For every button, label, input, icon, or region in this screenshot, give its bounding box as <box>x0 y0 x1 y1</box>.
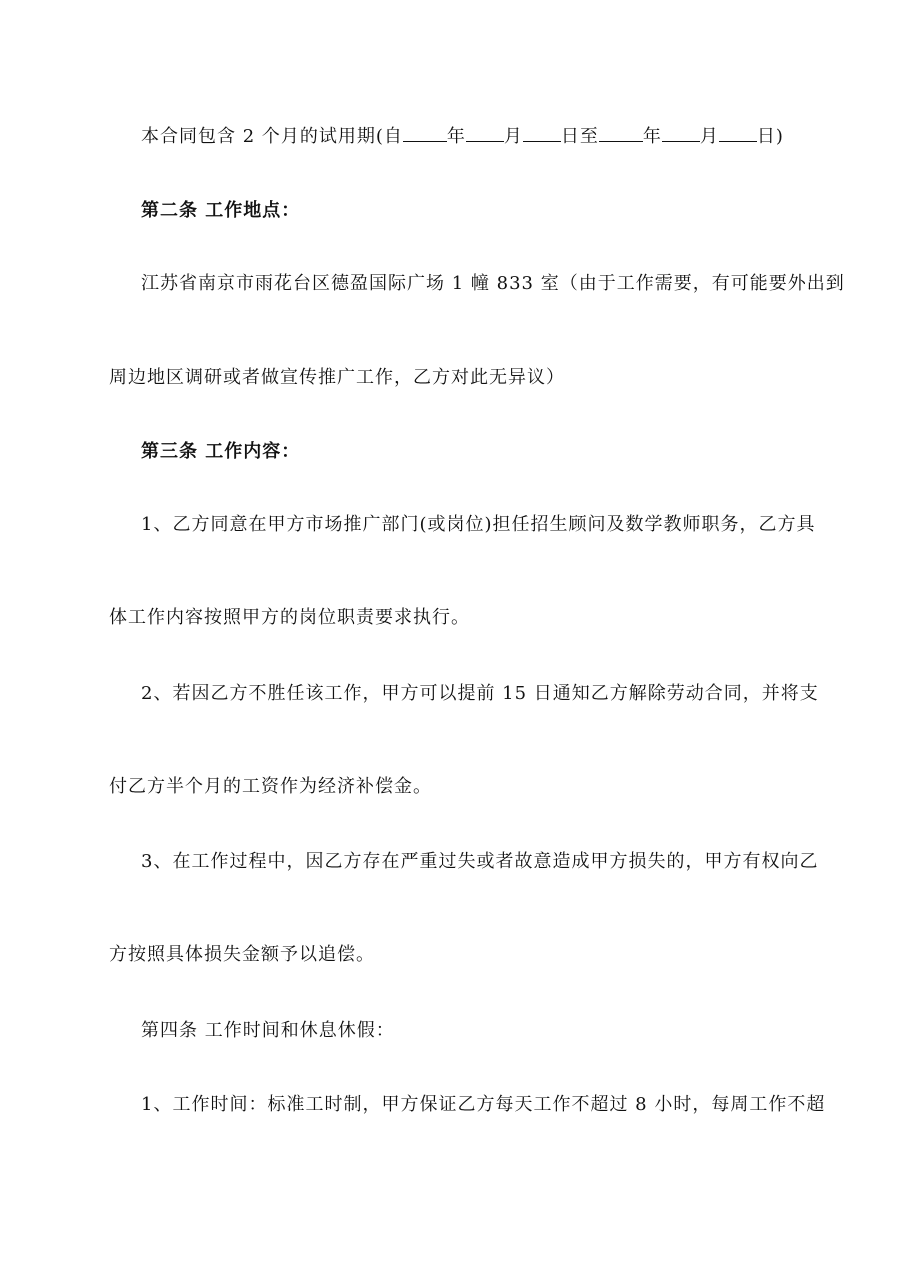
article-2-line-1: 江苏省南京市雨花台区德盈国际广场 1 幢 833 室（由于工作需要，有可能要外出到 <box>141 273 845 294</box>
blank-end-month <box>662 123 700 142</box>
label-month-1: 月 <box>503 126 523 147</box>
blank-start-year <box>403 123 447 142</box>
article-3-heading: 第三条 工作内容： <box>141 441 301 462</box>
article-3-item-2-line-2: 付乙方半个月的工资作为经济补偿金。 <box>109 776 432 797</box>
label-day-end: 日) <box>756 126 784 147</box>
article-4-item-1-line-1: 1、工作时间：标准工时制，甲方保证乙方每天工作不超过 8 小时，每周工作不超 <box>141 1094 826 1115</box>
label-year-2: 年 <box>642 126 662 147</box>
blank-end-year <box>599 123 643 142</box>
article-3-item-1-line-2: 体工作内容按照甲方的岗位职责要求执行。 <box>109 607 470 628</box>
blank-end-day <box>719 123 757 142</box>
article-2-line-2: 周边地区调研或者做宣传推广工作，乙方对此无异议） <box>109 367 565 388</box>
label-year-1: 年 <box>446 126 466 147</box>
article-3-item-3-line-1: 3、在工作过程中，因乙方存在严重过失或者故意造成甲方损失的，甲方有权向乙 <box>141 851 819 872</box>
blank-start-day <box>523 123 561 142</box>
article-3-item-3-line-2: 方按照具体损失金额予以追偿。 <box>109 944 375 965</box>
trial-period-line <box>141 123 784 149</box>
label-day-to: 日至 <box>560 126 599 147</box>
article-3-item-1-line-1: 1、乙方同意在甲方市场推广部门(或岗位)担任招生顾问及数学教师职务，乙方具 <box>141 514 816 535</box>
blank-start-month <box>466 123 504 142</box>
article-2-heading: 第二条 工作地点： <box>141 200 301 221</box>
label-month-2: 月 <box>699 126 719 147</box>
article-4-heading: 第四条 工作时间和休息休假： <box>141 1020 395 1041</box>
article-3-item-2-line-1: 2、若因乙方不胜任该工作，甲方可以提前 15 日通知乙方解除劳动合同，并将支 <box>141 683 819 704</box>
trial-period-prefix: 本合同包含 2 个月的试用期(自 <box>141 126 403 147</box>
